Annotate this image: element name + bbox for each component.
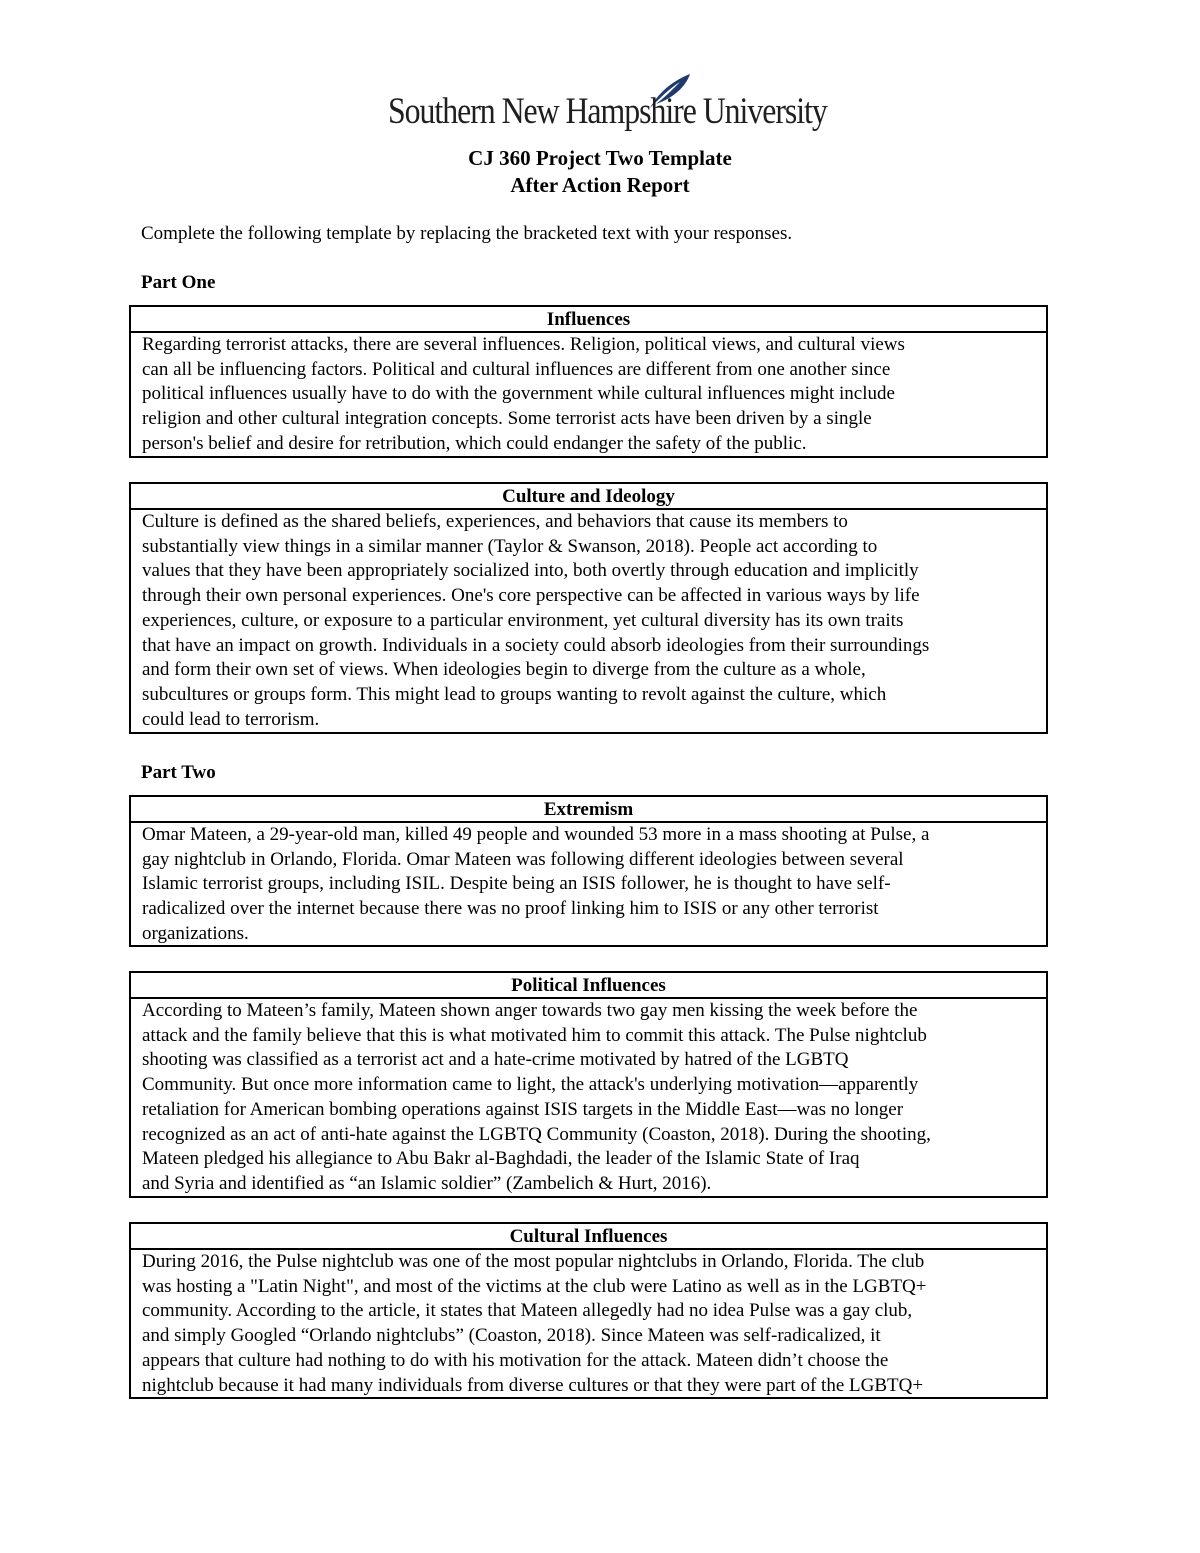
text-line: through their own personal experiences. One's core perspective can be affected in various ways by life	[142, 585, 920, 607]
logo-wordmark: Southern New Hampshire University	[388, 91, 827, 132]
university-logo	[388, 72, 827, 134]
text-line: According to Mateen’s family, Mateen shown anger towards two gay men kissing the week before the	[142, 1000, 918, 1021]
influences-table	[129, 305, 1048, 458]
political-influences-header: Political Influences	[131, 973, 1046, 999]
cultural-influences-header: Cultural Influences	[131, 1224, 1046, 1250]
culture-ideology-table	[129, 482, 1048, 734]
text-line: nightclub because it had many individuals from diverse cultures or that they were part of the LGBTQ+	[142, 1374, 924, 1396]
text-line: religion and other cultural integration concepts. Some terrorist acts have been driven by a single	[142, 408, 872, 430]
text-line: gay nightclub in Orlando, Florida. Omar Mateen was following different ideologies between several	[142, 848, 904, 870]
culture-ideology-response[interactable]	[131, 510, 1046, 732]
text-line: substantially view things in a similar manner (Taylor & Swanson, 2018). People act according to	[142, 535, 878, 557]
extremism-table	[129, 795, 1048, 947]
part-one-heading: Part One	[141, 272, 216, 293]
extremism-header: Extremism	[131, 797, 1046, 823]
text-line: person's belief and desire for retribution, which could endanger the safety of the public.	[142, 432, 807, 454]
text-line: community. According to the article, it states that Mateen allegedly had no idea Pulse was a gay club,	[142, 1300, 913, 1322]
text-line: subcultures or groups form. This might lead to groups wanting to revolt against the culture, which	[142, 683, 887, 705]
text-line: was hosting a "Latin Night", and most of the victims at the club were Latino as well as in the LGBTQ+	[142, 1275, 927, 1297]
text-line: recognized as an act of anti-hate against the LGBTQ Community (Coaston, 2018). During the shooting,	[142, 1123, 931, 1145]
text-line: and form their own set of views. When ideologies begin to diverge from the culture as a whole,	[142, 659, 866, 681]
text-line: that have an impact on growth. Individuals in a society could absorb ideologies from their surroundings	[142, 634, 930, 656]
extremism-response[interactable]	[131, 823, 1046, 947]
instructions-text: Complete the following template by replacing the bracketed text with your responses.	[141, 223, 793, 244]
text-line: retaliation for American bombing operations against ISIS targets in the Middle East—was no longer	[142, 1098, 904, 1120]
influences-response[interactable]	[131, 333, 1046, 457]
culture-ideology-header: Culture and Ideology	[131, 484, 1046, 510]
text-line: Regarding terrorist attacks, there are several influences. Religion, political views, and cultural views	[142, 334, 905, 355]
part-two-heading: Part Two	[141, 762, 216, 783]
text-line: can all be influencing factors. Political and cultural influences are different from one another since	[142, 358, 891, 380]
text-line: attack and the family believe that this is what motivated him to commit this attack. The Pulse nightclub	[142, 1024, 927, 1046]
text-line: radicalized over the internet because there was no proof linking him to ISIS or any other terrorist	[142, 898, 879, 920]
text-line: Omar Mateen, a 29-year-old man, killed 49 people and wounded 53 more in a mass shooting at Pulse, a	[142, 824, 930, 845]
text-line: political influences usually have to do with the government while cultural influences might include	[142, 383, 895, 405]
text-line: appears that culture had nothing to do with his motivation for the attack. Mateen didn’t choose the	[142, 1349, 889, 1371]
text-line: and simply Googled “Orlando nightclubs” (Coaston, 2018). Since Mateen was self-radicalized, it	[142, 1325, 881, 1347]
text-line: experiences, culture, or exposure to a particular environment, yet cultural diversity has its own traits	[142, 609, 904, 631]
political-influences-table	[129, 971, 1048, 1198]
text-line: Islamic terrorist groups, including ISIL. Despite being an ISIS follower, he is thought to have self-	[142, 873, 891, 895]
text-line: During 2016, the Pulse nightclub was one of the most popular nightclubs in Orlando, Florida. The club	[142, 1251, 925, 1272]
text-line: shooting was classified as a terrorist act and a hate-crime motivated by hatred of the LGBTQ	[142, 1049, 849, 1071]
cultural-influences-response[interactable]	[131, 1250, 1046, 1398]
text-line: Culture is defined as the shared beliefs, experiences, and behaviors that cause its members to	[142, 511, 848, 532]
political-influences-response[interactable]	[131, 999, 1046, 1197]
text-line: values that they have been appropriately socialized into, both overtly through education and implicitly	[142, 560, 919, 582]
influences-header: Influences	[131, 307, 1046, 333]
cultural-influences-table	[129, 1222, 1048, 1399]
text-line: organizations.	[142, 922, 249, 944]
text-line: could lead to terrorism.	[142, 708, 320, 730]
document-title: CJ 360 Project Two Template	[468, 146, 732, 170]
text-line: and Syria and identified as “an Islamic soldier” (Zambelich & Hurt, 2016).	[142, 1172, 712, 1194]
document-subtitle: After Action Report	[510, 173, 690, 197]
text-line: Community. But once more information came to light, the attack's underlying motivation—apparently	[142, 1074, 919, 1096]
text-line: Mateen pledged his allegiance to Abu Bakr al-Baghdadi, the leader of the Islamic State of Iraq	[142, 1148, 860, 1170]
